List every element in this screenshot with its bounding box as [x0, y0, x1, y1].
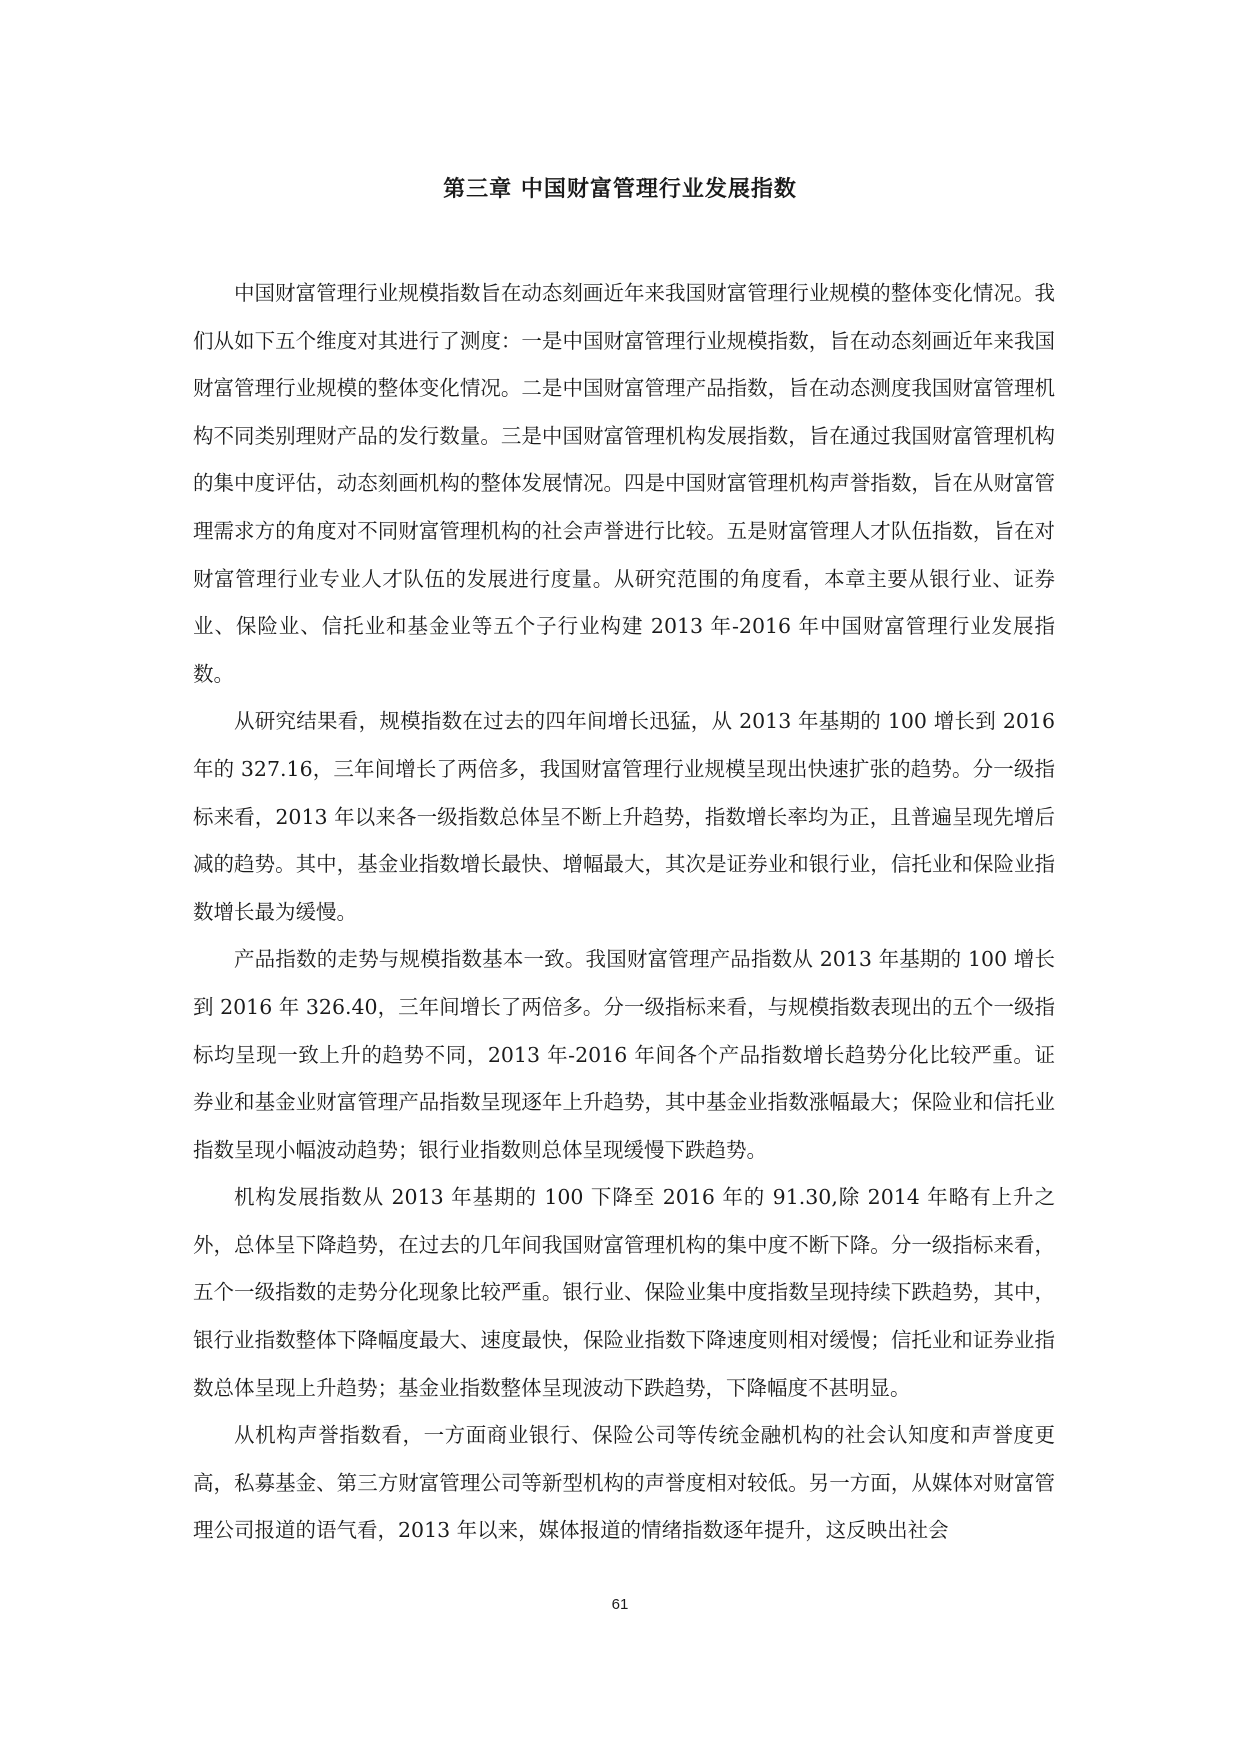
chapter-title: 第三章 中国财富管理行业发展指数: [443, 177, 797, 202]
page-number: 61: [611, 1596, 629, 1613]
paragraph: 产品指数的走势与规模指数基本一致。我国财富管理产品指数从 2013 年基期的 100 增长到 2016 年 326.40，三年间增长了两倍多。分一级指标来看，与规模指数表现出的五个一级指标均呈现一致上升的趋势不同，2013 年-2016 年间各个产品指数增长趋势分化比较严重。证券业和基金业财富管理产品指数呈现逐年上升趋势，其中基金业指数涨幅最大；保险业和信托业指数呈现小幅波动趋势；银行业指数则总体呈现缓慢下跌趋势。: [193, 947, 1055, 1162]
body-text: [193, 270, 1055, 1555]
paragraph: 从研究结果看，规模指数在过去的四年间增长迅猛，从 2013 年基期的 100 增长到 2016 年的 327.16，三年间增长了两倍多，我国财富管理行业规模呈现出快速扩张的趋势。分一级指标来看，2013 年以来各一级指数总体呈不断上升趋势，指数增长率均为正，且普遍呈现先增后减的趋势。其中，基金业指数增长最快、增幅最大，其次是证券业和银行业，信托业和保险业指数增长最为缓慢。: [193, 709, 1055, 924]
paragraph: 中国财富管理行业规模指数旨在动态刻画近年来我国财富管理行业规模的整体变化情况。我们从如下五个维度对其进行了测度：一是中国财富管理行业规模指数，旨在动态刻画近年来我国财富管理行业规模的整体变化情况。二是中国财富管理产品指数，旨在动态测度我国财富管理机构不同类别理财产品的发行数量。三是中国财富管理机构发展指数，旨在通过我国财富管理机构的集中度评估，动态刻画机构的整体发展情况。四是中国财富管理机构声誉指数，旨在从财富管理需求方的角度对不同财富管理机构的社会声誉进行比较。五是财富管理人才队伍指数，旨在对财富管理行业专业人才队伍的发展进行度量。从研究范围的角度看，本章主要从银行业、证券业、保险业、信托业和基金业等五个子行业构建 2013 年-2016 年中国财富管理行业发展指数。: [193, 281, 1055, 686]
paragraph: 机构发展指数从 2013 年基期的 100 下降至 2016 年的 91.30,除 2014 年略有上升之外，总体呈下降趋势，在过去的几年间我国财富管理机构的集中度不断下降。分一级指标来看，五个一级指数的走势分化现象比较严重。银行业、保险业集中度指数呈现持续下跌趋势，其中，银行业指数整体下降幅度最大、速度最快，保险业指数下降速度则相对缓慢；信托业和证券业指数总体呈现上升趋势；基金业指数整体呈现波动下跌趋势，下降幅度不甚明显。: [193, 1185, 1055, 1400]
paragraph: 从机构声誉指数看，一方面商业银行、保险公司等传统金融机构的社会认知度和声誉度更高，私募基金、第三方财富管理公司等新型机构的声誉度相对较低。另一方面，从媒体对财富管理公司报道的语气看，2013 年以来，媒体报道的情绪指数逐年提升，这反映出社会: [193, 1423, 1055, 1543]
